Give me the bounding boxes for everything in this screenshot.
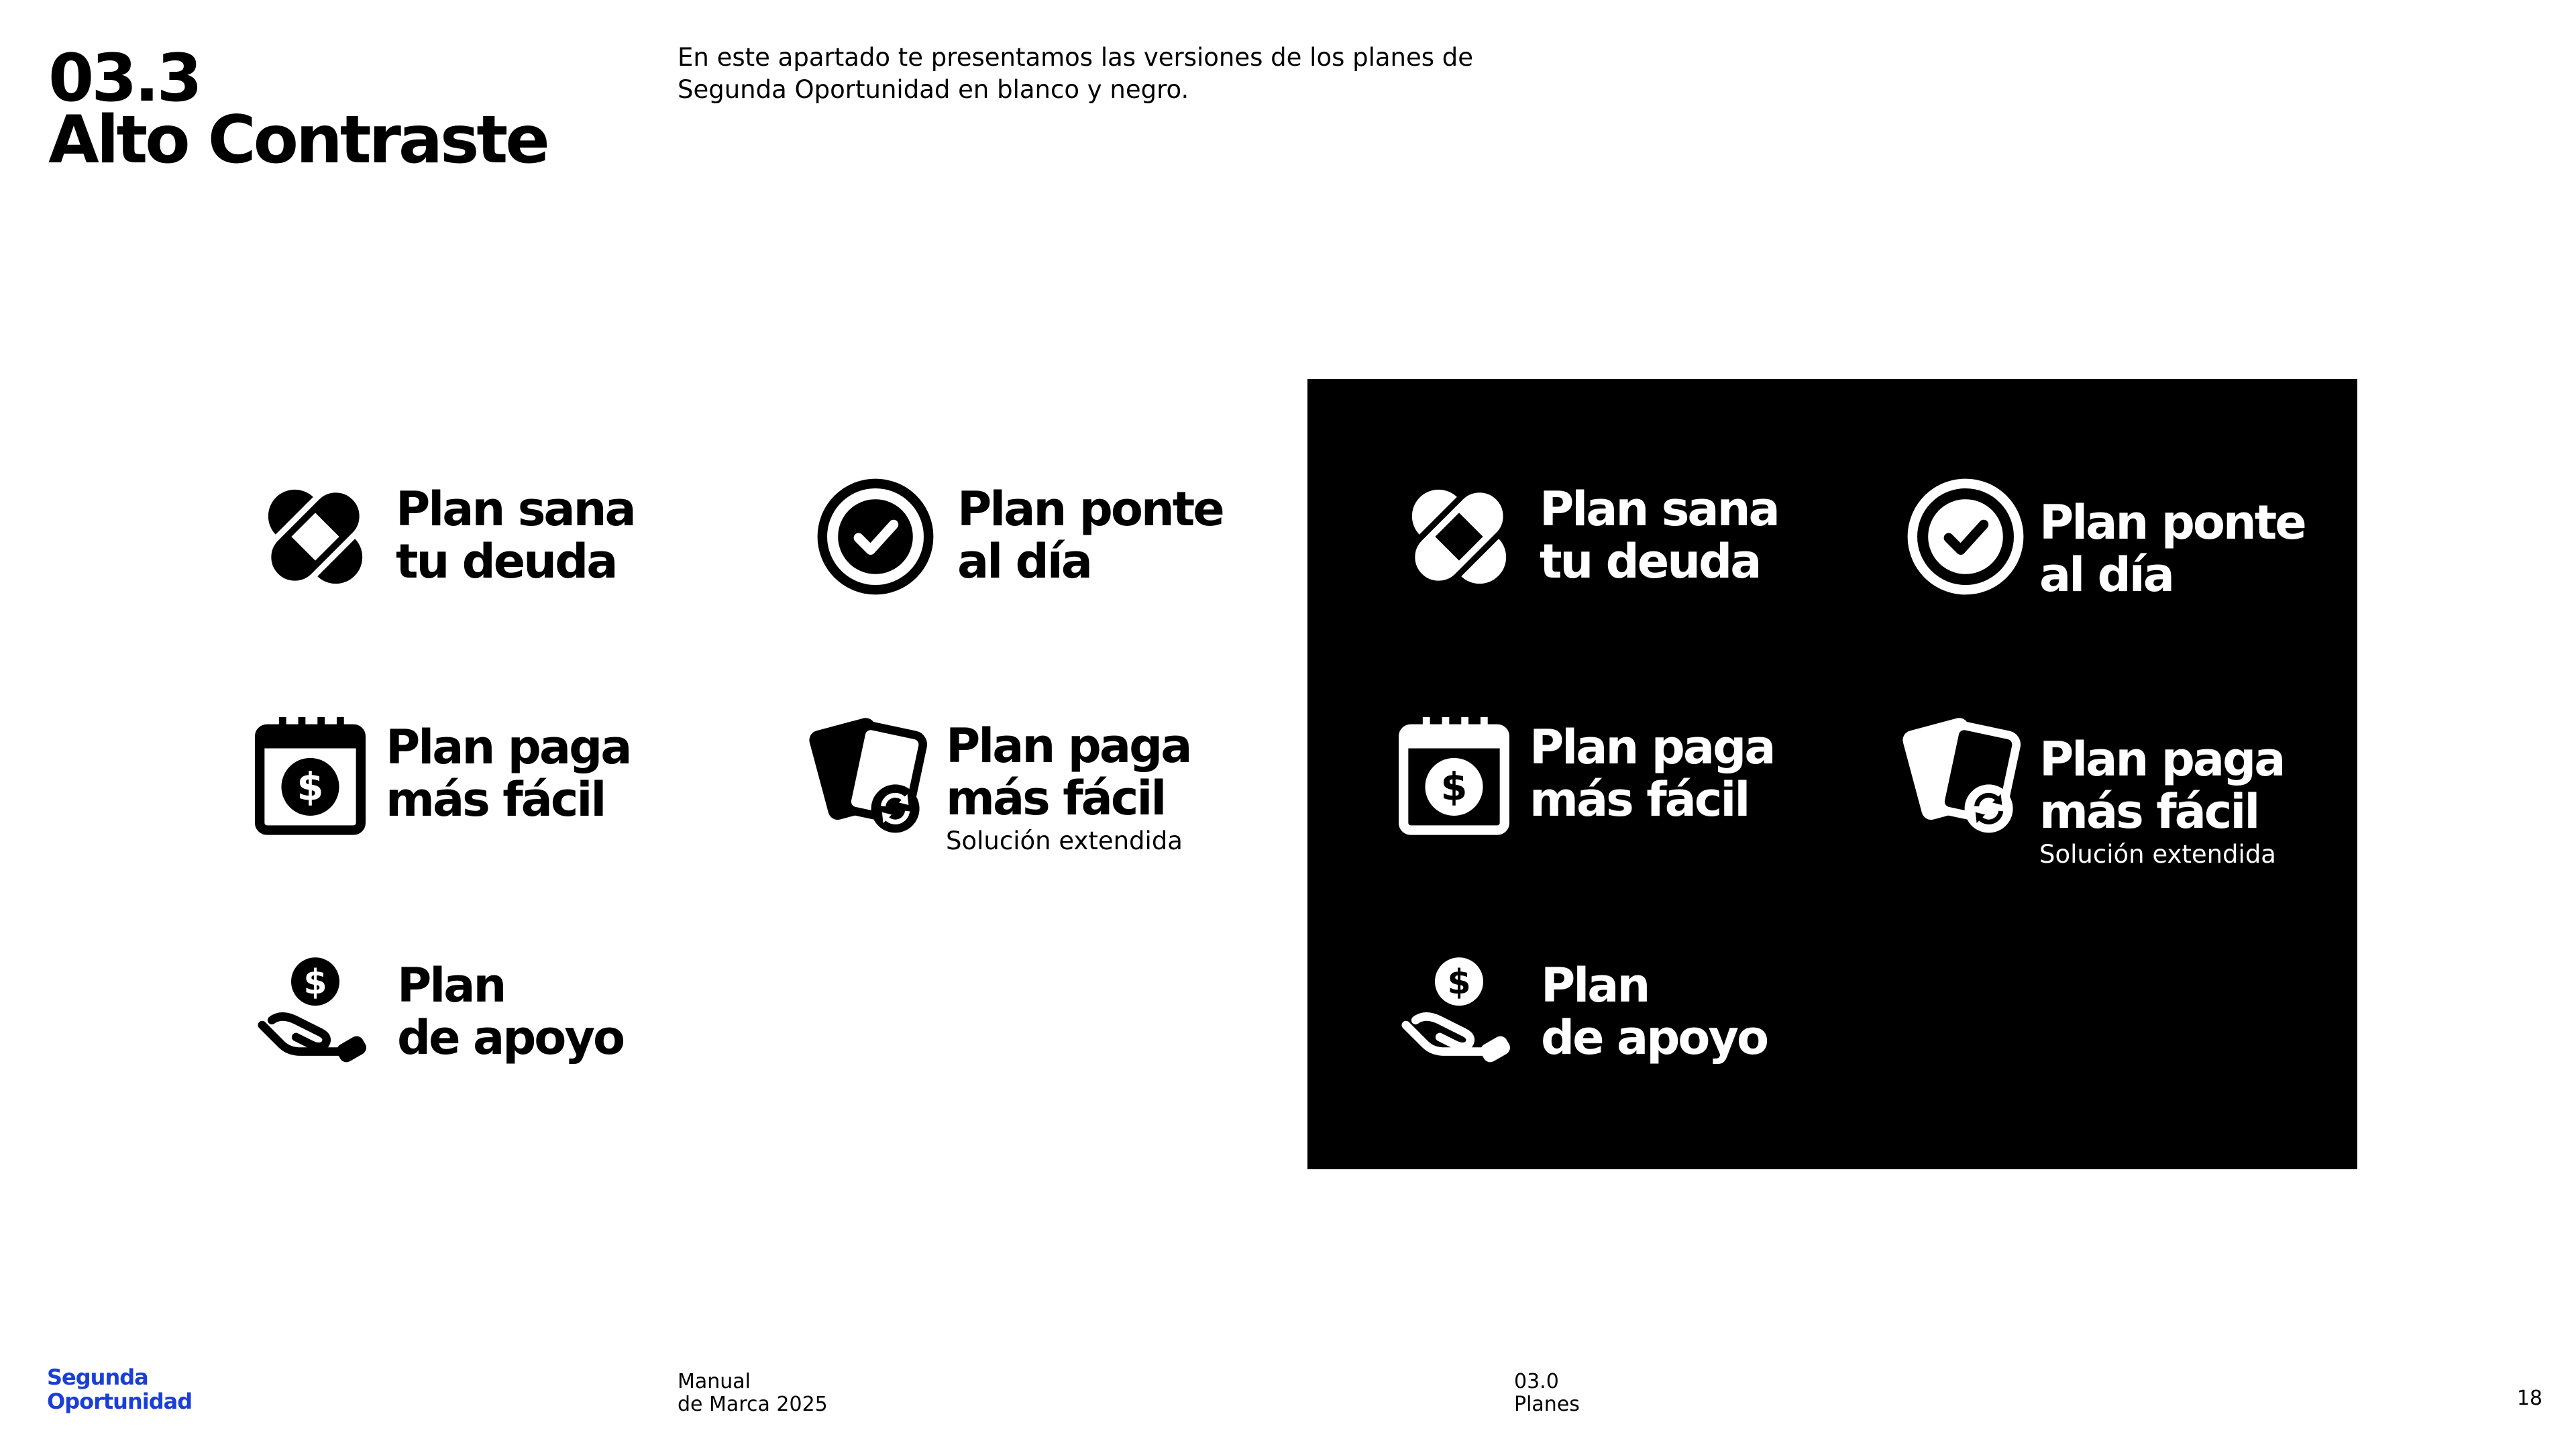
footer-line: Manual [678, 1370, 751, 1393]
plan-title-line: Plan sana [1540, 482, 1778, 537]
intro-line: En este apartado te presentamos las versiones de los planes de [678, 43, 1474, 72]
plan-title-line: Plan paga [2039, 732, 2284, 787]
plan-label [396, 483, 635, 588]
intro-line: Segunda Oportunidad en blanco y negro. [678, 75, 1189, 104]
bandage-icon [255, 476, 376, 597]
plan-title-line: Plan ponte [2039, 495, 2305, 550]
check-circle-icon [1905, 476, 2026, 597]
plan-title-line: de apoyo [397, 1010, 624, 1065]
cards-refresh-icon [1902, 714, 2023, 835]
plan-label [1541, 959, 1767, 1064]
footer-manual [678, 1371, 828, 1416]
plan-title-line: más fácil [946, 771, 1165, 826]
plan-label [2039, 496, 2305, 601]
plan-title-line: Plan paga [1529, 720, 1774, 775]
brand-logo [47, 1365, 192, 1413]
brand-line: Segunda [47, 1364, 148, 1390]
plan-title-line: al día [957, 534, 1091, 589]
plan-title-line: Plan paga [946, 718, 1191, 773]
page-number: 18 [2516, 1387, 2542, 1410]
plan-label [957, 483, 1223, 588]
calendar-dollar-icon [1399, 714, 1509, 835]
svg-text:$: $ [297, 764, 324, 810]
plan-title-line: tu deuda [396, 534, 616, 589]
plan-title-line: Plan paga [386, 720, 631, 775]
cards-refresh-icon [808, 714, 929, 835]
plan-title-line: Plan [397, 958, 505, 1013]
section-number: 03.3 [48, 40, 200, 117]
plan-title-line: más fácil [1529, 772, 1749, 827]
check-circle-icon [815, 476, 936, 597]
plan-title-line: más fácil [386, 772, 605, 827]
footer-chapter [1514, 1371, 1580, 1416]
plan-title-line: Plan [1541, 958, 1649, 1013]
plan-title-line: Plan sana [396, 482, 635, 537]
brand-line: Oportunidad [47, 1389, 193, 1414]
footer-line: Planes [1514, 1393, 1580, 1416]
bandage-icon [1399, 476, 1519, 597]
hand-coin-icon [1399, 953, 1519, 1073]
section-title: Alto Contraste [48, 102, 547, 178]
plan-label [2039, 733, 2284, 871]
plan-label [946, 720, 1190, 858]
plan-label [1529, 721, 1774, 826]
svg-text:$: $ [303, 962, 327, 1002]
plan-subtitle: Solución extendida [946, 826, 1183, 855]
plan-title-line: de apoyo [1541, 1010, 1768, 1065]
plan-title-line: al día [2039, 547, 2173, 602]
plan-title-line: más fácil [2039, 784, 2259, 839]
footer-line: de Marca 2025 [678, 1393, 828, 1416]
plan-label [1540, 483, 1778, 588]
calendar-dollar-icon [255, 714, 366, 835]
hand-coin-icon [255, 953, 376, 1073]
plan-label [397, 959, 623, 1064]
plan-subtitle: Solución extendida [2039, 840, 2276, 869]
plan-label [386, 721, 630, 826]
svg-text:$: $ [1440, 764, 1468, 810]
plan-title-line: tu deuda [1540, 534, 1760, 589]
svg-text:$: $ [1447, 962, 1471, 1002]
plan-title-line: Plan ponte [957, 482, 1223, 537]
footer-line: 03.0 [1514, 1370, 1559, 1393]
intro-text [678, 42, 1536, 106]
